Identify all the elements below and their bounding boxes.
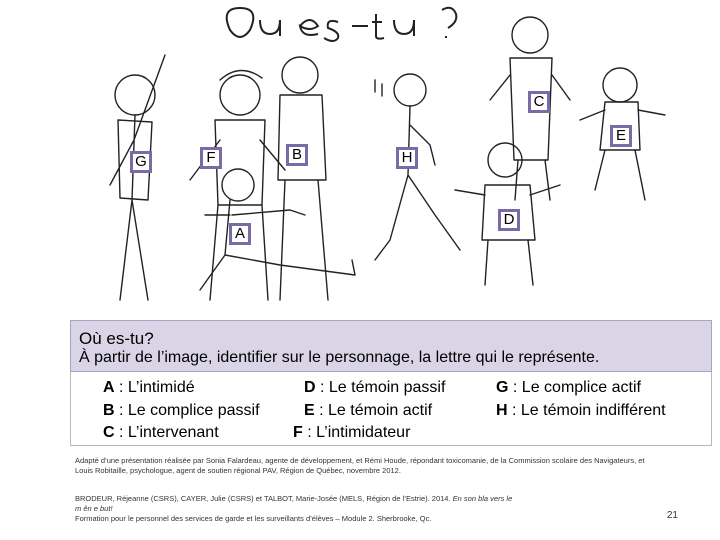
letter-badge-a: A	[229, 223, 251, 245]
letter-badge-f: F	[200, 147, 222, 169]
answer-item-e: E : Le témoin actif	[304, 402, 433, 419]
letter-badge-h: H	[396, 147, 418, 169]
answer-item-h: H : Le témoin indifférent	[496, 402, 666, 419]
reference-credit: BRODEUR, Réjeanne (CSRS), CAYER, Julie (CSRS) et TALBOT, Marie-Josée (MELS, Région de l’Estrie). 2014. En son bla vers le m ên e but! Formation pour le personnel des services de garde et les surveillants d’élèves – Module 2. Sherbrooke, Qc.	[75, 494, 513, 523]
question-text: À partir de l’image, identifier sur le personnage, la lettre qui le représente.	[79, 349, 600, 366]
letter-badge-e: E	[610, 125, 632, 147]
letter-badge-g: G	[130, 151, 152, 173]
question-panel	[70, 320, 712, 372]
answer-item-d: D : Le témoin passif	[304, 379, 446, 396]
answer-item-b: B : Le complice passif	[103, 402, 260, 419]
letter-badge-b: B	[286, 144, 308, 166]
answer-item-c: C : L’intervenant	[103, 424, 219, 441]
question-title: Où es-tu?	[79, 329, 154, 348]
page-number: 21	[666, 510, 678, 521]
letter-badge-d: D	[498, 209, 520, 231]
answer-item-g: G : Le complice actif	[496, 379, 641, 396]
answer-item-a: A : L’intimidé	[103, 379, 195, 396]
characters-drawing	[90, 0, 690, 320]
answer-key	[70, 372, 712, 446]
answer-item-f: F : L’intimidateur	[293, 424, 411, 441]
adaptation-credit: Adapté d’une présentation réalisée par Sonia Falardeau, agente de développement, et Rémi Houde, répondant toxicomanie, de la Commission scolaire des Navigateurs, et Louis Robitaille, psychologue, agent de soutien régional PAV, Région de Québec, novembre 2012.	[75, 456, 645, 475]
letter-badge-c: C	[528, 91, 550, 113]
character-illustration	[90, 0, 690, 320]
